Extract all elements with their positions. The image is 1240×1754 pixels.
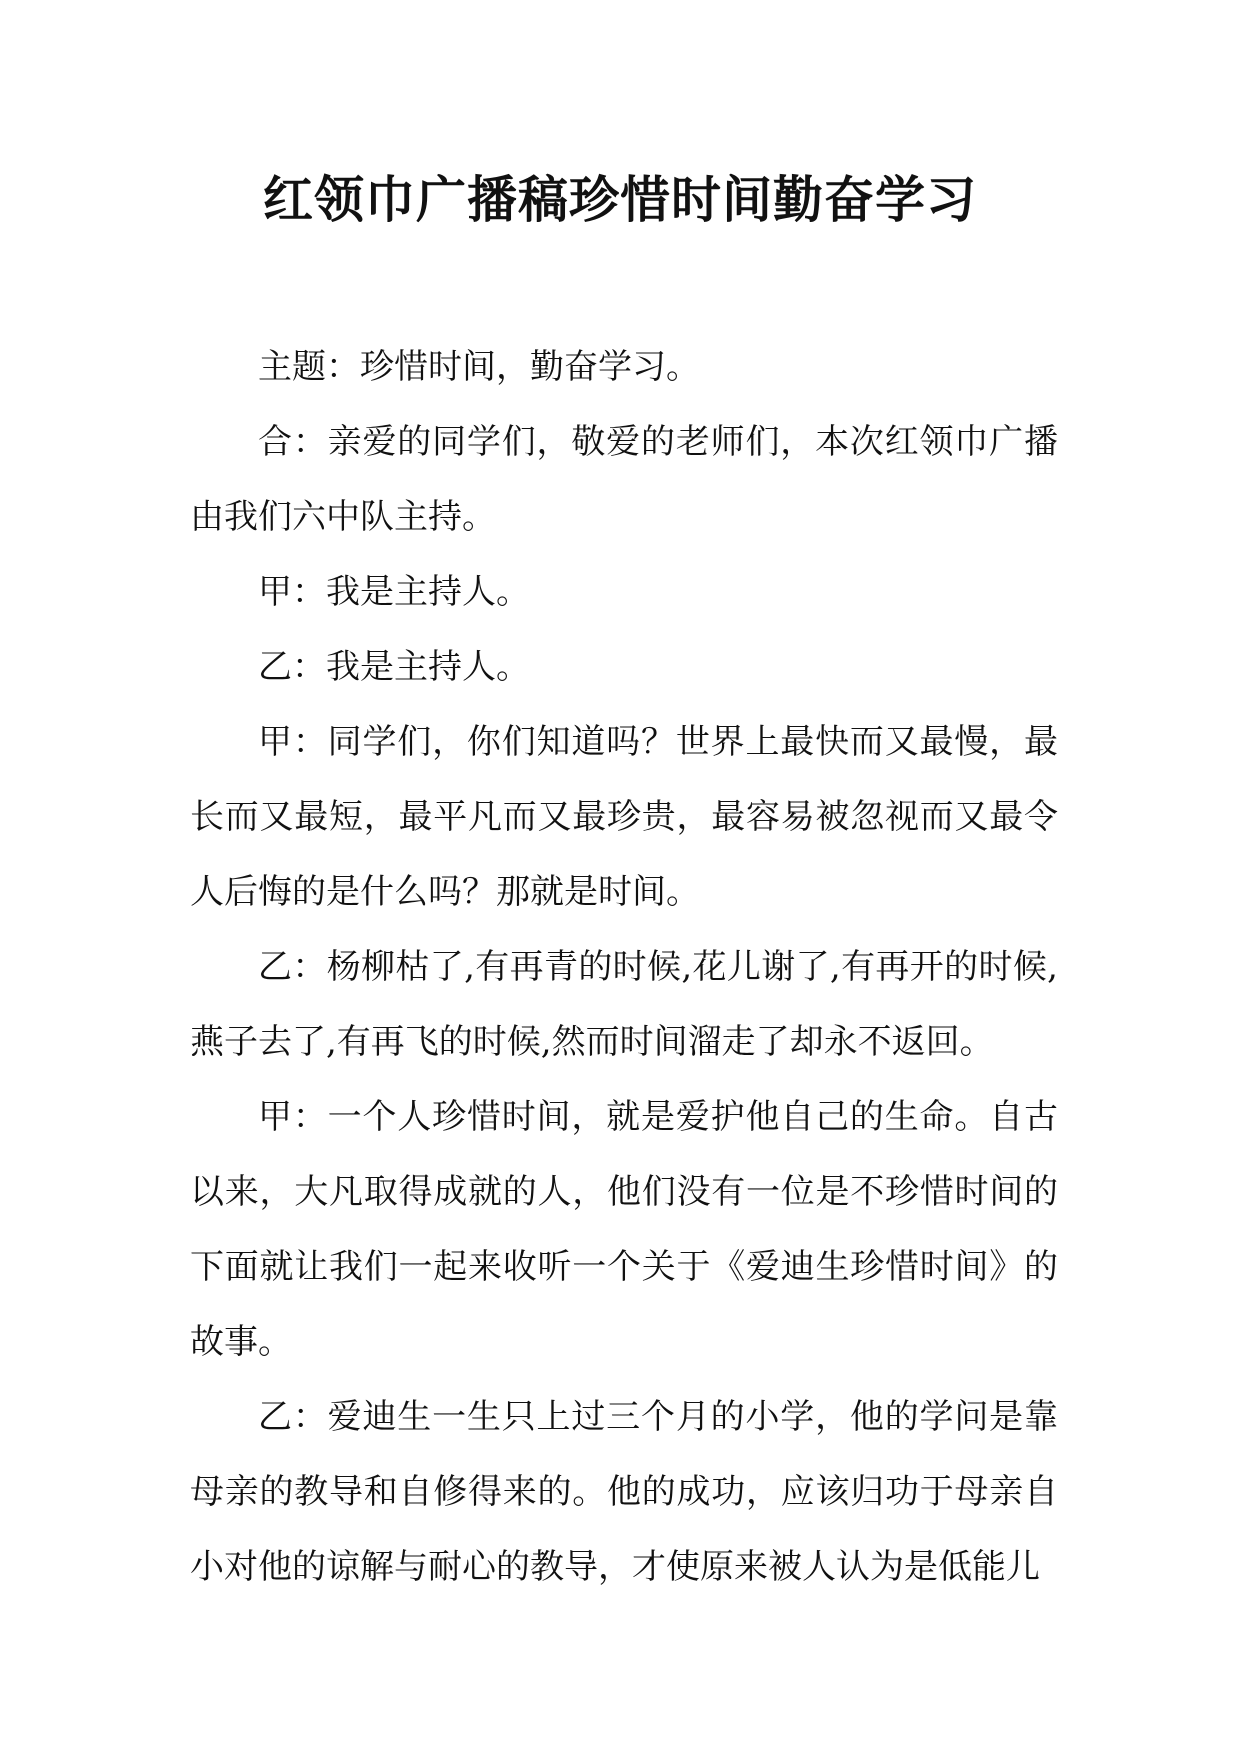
paragraph-host-b-intro: 乙：我是主持人。 xyxy=(258,647,530,687)
paragraph-edison-story: 乙：爱迪生一生只上过三个月的小学，他的学问是靠母亲的教导和自修得来的。他的成功，应该归功于母亲自小对他的谅解与耐心的教导，才使原来被人认为是低能儿 xyxy=(190,1397,1058,1587)
paragraph-time-question: 甲：同学们，你们知道吗？世界上最快而又最慢，最长而又最短，最平凡而又最珍贵，最容易被忽视而又最令人后悔的是什么吗？那就是时间。 xyxy=(190,722,1058,912)
paragraph-opening: 合：亲爱的同学们，敬爱的老师们，本次红领巾广播由我们六中队主持。 xyxy=(190,422,1058,537)
paragraph-theme: 主题：珍惜时间，勤奋学习。 xyxy=(258,347,700,387)
paragraph-time-passes: 乙：杨柳枯了,有再青的时候,花儿谢了,有再开的时候,燕子去了,有再飞的时候,然而时间溜走了却永不返回。 xyxy=(190,947,1058,1062)
paragraph-cherish-life: 甲：一个人珍惜时间，就是爱护他自己的生命。自古以来，大凡取得成就的人，他们没有一位是不珍惜时间的下面就让我们一起来收听一个关于《爱迪生珍惜时间》的故事。 xyxy=(190,1097,1058,1362)
document-body xyxy=(190,330,1058,1605)
document-title: 红领巾广播稿珍惜时间勤奋学习 xyxy=(263,170,977,229)
paragraph-host-a-intro: 甲：我是主持人。 xyxy=(258,572,530,612)
